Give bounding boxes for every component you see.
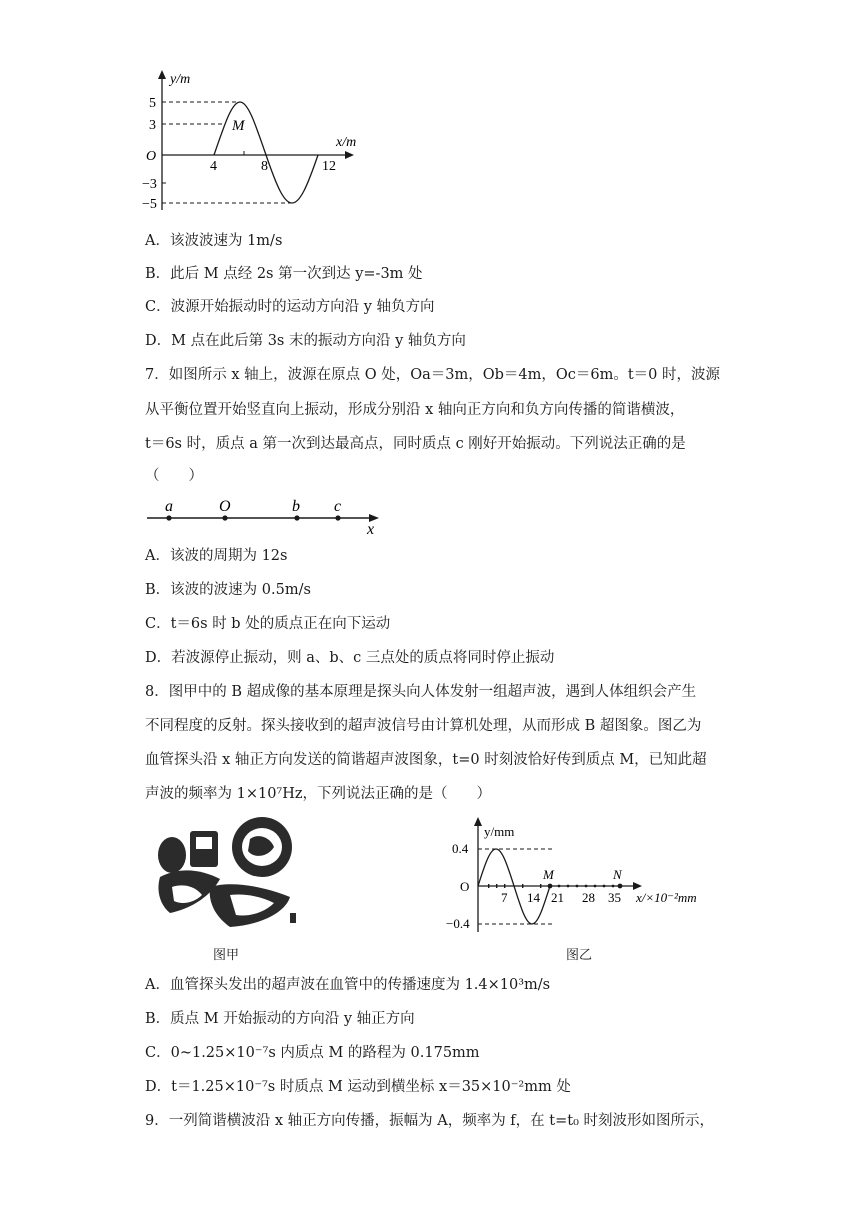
q8-point-n-label: N bbox=[613, 867, 622, 882]
q7-stem-line-2: 从平衡位置开始竖直向上振动，形成分别沿 x 轴向正方向和负方向传播的简谐横波， bbox=[145, 402, 685, 418]
q7-option-c: C．t＝6s 时 b 处的质点正在向下运动 bbox=[145, 616, 391, 632]
q8-y-tick-neg: −0.4 bbox=[446, 916, 470, 931]
q8-point-m-label: M bbox=[543, 867, 554, 882]
q7-stem-line-3: t＝6s 时，质点 a 第一次到达最高点，同时质点 c 刚好开始振动。下列说法正确的是 bbox=[145, 436, 686, 452]
q7-option-a: A．该波的周期为 12s bbox=[145, 548, 288, 564]
q6-option-d: D．M 点在此后第 3s 末的振动方向沿 y 轴负方向 bbox=[145, 333, 466, 349]
q8-ultrasound-photo bbox=[150, 817, 310, 935]
q8-y-axis-label: y/mm bbox=[484, 824, 515, 839]
q6-point-m-label: M bbox=[232, 118, 245, 134]
q8-stem-line-4: 声波的频率为 1×10⁷Hz，下列说法正确的是（ ） bbox=[145, 786, 492, 802]
q8-x-tick-14: 14 bbox=[527, 890, 540, 905]
q8-wave-graph bbox=[440, 814, 720, 936]
q7-option-b: B．该波的波速为 0.5m/s bbox=[145, 582, 311, 598]
q8-option-c: C．0~1.25×10⁻⁷s 内质点 M 的路程为 0.175mm bbox=[145, 1045, 480, 1061]
q6-x-tick-4: 4 bbox=[210, 159, 217, 174]
q7-option-d: D．若波源停止振动，则 a、b、c 三点处的质点将同时停止振动 bbox=[145, 650, 555, 666]
q7-point-b bbox=[294, 515, 299, 520]
q8-x-tick-21: 21 bbox=[551, 890, 564, 905]
q8-stem-line-2: 不同程度的反射。探头接收到的超声波信号由计算机处理，从而形成 B 超图象。图乙为 bbox=[145, 718, 702, 734]
q7-stem-line-1: 7．如图所示 x 轴上，波源在原点 O 处，Oa＝3m，Ob＝4m，Oc＝6m。t＝0 时，波源 bbox=[145, 367, 721, 383]
q6-y-tick-neg5: −5 bbox=[142, 197, 157, 212]
q7-stem-line-4: （ ） bbox=[145, 468, 203, 484]
q7-label-b: b bbox=[292, 498, 300, 515]
q8-origin-label: O bbox=[460, 879, 470, 894]
q6-y-tick-neg3: −3 bbox=[142, 177, 157, 192]
q8-x-tick-28: 28 bbox=[582, 890, 595, 905]
q6-origin-label: O bbox=[146, 149, 157, 164]
q7-label-x: x bbox=[367, 521, 375, 536]
q7-point-o bbox=[222, 515, 227, 520]
q8-y-tick-pos: 0.4 bbox=[452, 841, 469, 856]
q6-x-tick-12: 12 bbox=[322, 159, 336, 174]
q8-right-caption: 图乙 bbox=[566, 948, 593, 963]
q6-option-b: B．此后 M 点经 2s 第一次到达 y=-3m 处 bbox=[145, 266, 423, 282]
q6-y-tick-3: 3 bbox=[149, 118, 156, 133]
q8-left-caption: 图甲 bbox=[213, 948, 240, 963]
q6-option-a: A．该波波速为 1m/s bbox=[145, 233, 283, 249]
q6-x-axis-label: x/m bbox=[336, 135, 357, 150]
q8-x-tick-35: 35 bbox=[608, 890, 621, 905]
q8-x-tick-7: 7 bbox=[501, 890, 508, 905]
q7-axis-figure bbox=[145, 494, 385, 536]
q8-stem-line-3: 血管探头沿 x 轴正方向发送的简谐超声波图象，t=0 时刻波恰好传到质点 M，已知此超 bbox=[145, 752, 707, 768]
q6-y-axis-label: y/m bbox=[170, 72, 191, 87]
q6-y-tick-5: 5 bbox=[149, 96, 156, 111]
q7-point-a bbox=[166, 515, 171, 520]
q6-x-tick-8: 8 bbox=[261, 159, 268, 174]
q7-point-c bbox=[335, 515, 340, 520]
q8-option-b: B．质点 M 开始振动的方向沿 y 轴正方向 bbox=[145, 1011, 415, 1027]
q8-stem-line-1: 8．图甲中的 B 超成像的基本原理是探头向人体发射一组超声波，遇到人体组织会产生 bbox=[145, 684, 697, 700]
q6-option-c: C．波源开始振动时的运动方向沿 y 轴负方向 bbox=[145, 299, 435, 315]
q7-label-o: O bbox=[219, 498, 231, 515]
q8-x-axis-label: x/×10⁻²mm bbox=[636, 890, 697, 905]
q7-label-a: a bbox=[165, 498, 173, 515]
q8-option-d: D．t＝1.25×10⁻⁷s 时质点 M 运动到横坐标 x＝35×10⁻²mm 处 bbox=[145, 1079, 571, 1095]
q6-wave-graph bbox=[140, 68, 370, 216]
q9-stem-line-1: 9．一列简谐横波沿 x 轴正方向传播，振幅为 A，频率为 f，在 t=t₀ 时刻波形如图所示， bbox=[145, 1113, 715, 1129]
q7-label-c: c bbox=[334, 498, 342, 515]
q8-option-a: A．血管探头发出的超声波在血管中的传播速度为 1.4×10³m/s bbox=[145, 977, 551, 993]
